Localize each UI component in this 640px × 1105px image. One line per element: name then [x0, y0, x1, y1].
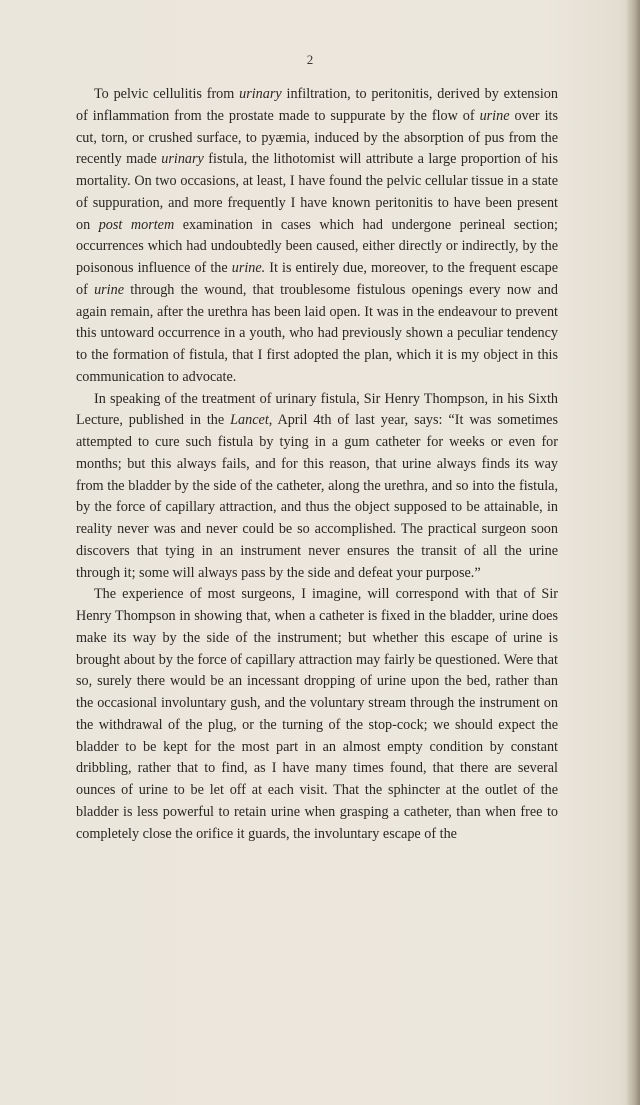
italic-term: urine: [479, 107, 510, 124]
paragraph-2: In speaking of the treatment of urinary fistula, Sir Henry Thompson, in his Sixth Lecture, published in the Lancet, April 4th of last year, says: “It was sometimes attempted to cure such fistula by tying in a gum catheter for weeks or even for months; but this always fails, and for this reason, that urine always finds its way from the bladder by the side of the catheter, along the urethra, and so into the fistula, by the force of capillary attraction, and thus the object supposed to be attainable, in reality never was and never could be so accomplished. The practical surgeon soon discovers that tying in an instrument never ensures the transit of all the urine through it; some will always pass by the side and defeat your purpose.”: [76, 390, 558, 581]
page-number: 2: [306, 52, 314, 67]
paragraph-1: To pelvic cellulitis from urinary infiltration, to peritonitis, derived by extension of inflammation from the prostate made to suppurate by the flow of urine over its cut, torn, or crushed surface, to pyæmia, induced by the absorption of pus from the recently made urinary fistula, the lithotomist will attribute a large proportion of his mortality. On two occasions, at least, I have found the pelvic cellular tissue in a state of suppuration, and more frequently I have known peritonitis to have been present on post mortem examination in cases which had undergone perineal section; occurrences which had undoubtedly been caused, either directly or indirectly, by the poisonous influence of the urine. It is entirely due, moreover, to the frequent escape of urine through the wound, that troublesome fistulous openings every now and again remain, after the urethra has been laid open. It was in the endeavour to prevent this untoward occurrence in a youth, who had previously shown a peculiar tendency to the formation of fistula, that I first adopted the plan, which it is my object in this communication to advocate.: [76, 86, 558, 385]
italic-term: urine.: [231, 260, 266, 276]
italic-term: post mortem: [98, 216, 175, 233]
italic-term: urine: [94, 281, 125, 298]
paragraph-3: The experience of most surgeons, I imagine, will correspond with that of Sir Henry Thompson in showing that, when a catheter is fixed in the bladder, urine does make its way by the side of the instrument; but whether this escape of urine is brought about by the force of capillary attraction may fairly be questioned. Were that so, surely there would be an incessant dropping of urine upon the bed, rather than the occasional involuntary gush, and the voluntary stream through the instrument on the withdrawal of the plug, or the turning of the stop-cock; we should expect the bladder to be kept for the most part in an almost empty condition by constant dribbling, rather that to find, as I have many times found, that there are several ounces of urine to be let off at each visit. That the sphincter at the outlet of the bladder is less powerful to retain urine when grasping a catheter, than when free to completely close the orifice it guards, the involuntary escape of the: [76, 586, 558, 842]
journal-title: Lancet,: [230, 412, 273, 429]
italic-term: urinary: [239, 86, 282, 102]
italic-term: urinary: [161, 151, 204, 168]
body-text: [76, 84, 558, 845]
page-edge-shadow: [626, 0, 640, 1105]
